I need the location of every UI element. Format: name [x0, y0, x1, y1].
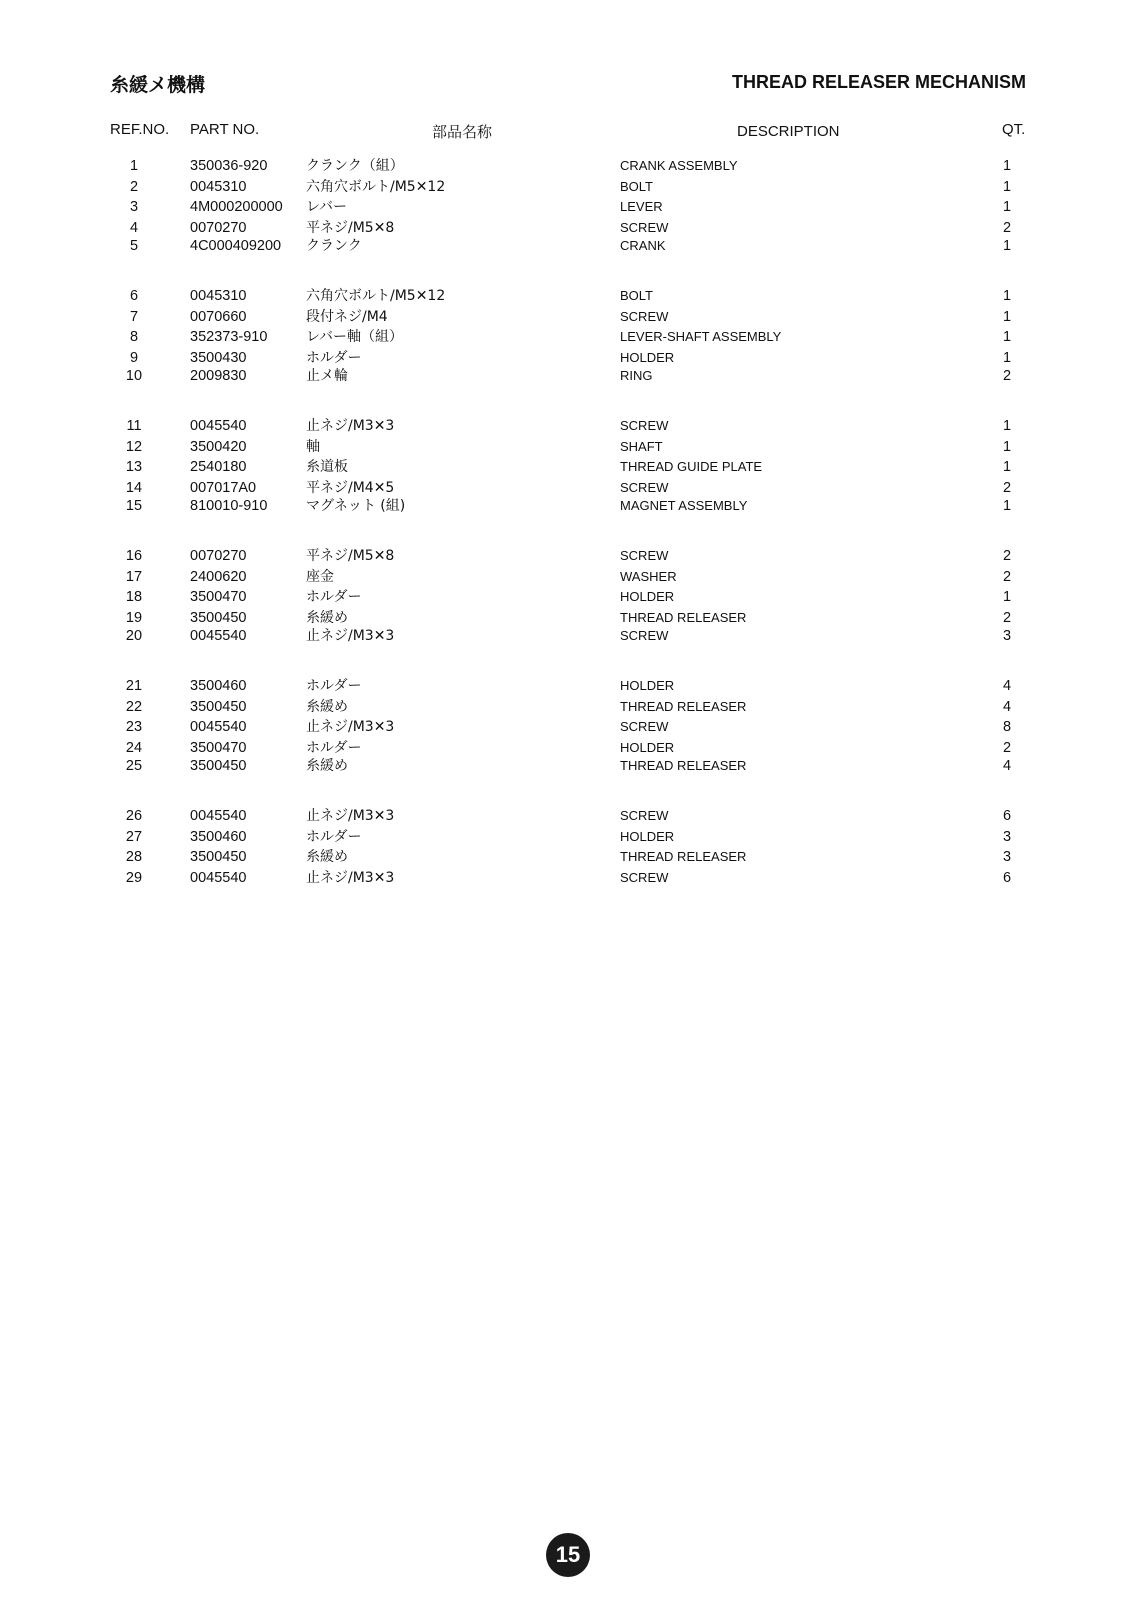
ref-number: 7	[129, 309, 139, 325]
ref-number: 21	[125, 678, 143, 694]
quantity: 2	[1002, 548, 1012, 564]
page-number-badge: 15	[546, 1533, 590, 1577]
part-number: 0045310	[190, 179, 247, 195]
part-number: 0045540	[190, 719, 247, 735]
ref-number: 13	[125, 459, 143, 475]
quantity: 1	[1002, 459, 1012, 475]
part-description: SCREW	[620, 480, 669, 495]
part-description: HOLDER	[620, 350, 675, 365]
part-number: 0045310	[190, 288, 247, 304]
ref-number: 3	[129, 199, 139, 215]
part-number: 350036-920	[190, 158, 268, 174]
part-number: 0045540	[190, 418, 247, 434]
table-row	[0, 717, 1131, 737]
part-number: 3500470	[190, 740, 247, 756]
part-number: 2009830	[190, 368, 247, 384]
part-number: 2400620	[190, 569, 247, 585]
ref-number: 27	[125, 829, 143, 845]
table-row	[0, 197, 1131, 217]
ref-number: 11	[126, 418, 142, 434]
table-row	[0, 546, 1131, 566]
part-description: CRANK ASSEMBLY	[620, 158, 738, 173]
part-name-jp: 六角穴ボルト/M5✕12	[306, 288, 446, 304]
table-row	[0, 236, 1131, 256]
table-row	[0, 868, 1131, 888]
ref-number: 29	[125, 870, 143, 886]
part-number: 0045540	[190, 628, 247, 644]
part-name-jp: 六角穴ボルト/M5✕12	[306, 179, 446, 195]
quantity: 4	[1002, 678, 1012, 694]
ref-number: 15	[125, 498, 143, 514]
part-description: SCREW	[620, 548, 669, 563]
part-number: 3500450	[190, 758, 247, 774]
ref-number: 5	[129, 238, 139, 254]
part-description: RING	[620, 368, 653, 383]
table-row	[0, 348, 1131, 368]
part-name-jp: クランク（組）	[306, 158, 404, 174]
part-number: 0070270	[190, 548, 247, 564]
quantity: 1	[1002, 329, 1012, 345]
quantity: 1	[1002, 350, 1012, 366]
table-row	[0, 437, 1131, 457]
quantity: 6	[1002, 870, 1012, 886]
part-name-jp: 止ネジ/M3✕3	[306, 808, 395, 824]
table-row	[0, 756, 1131, 776]
ref-number: 26	[125, 808, 143, 824]
part-name-jp: 糸緩め	[306, 610, 348, 626]
part-name-jp: 糸緩め	[306, 849, 348, 865]
part-number: 0070270	[190, 220, 247, 236]
part-name-jp: 止ネジ/M3✕3	[306, 628, 395, 644]
part-name-jp: 止ネジ/M3✕3	[306, 418, 395, 434]
part-description: BOLT	[620, 288, 653, 303]
part-name-jp: ホルダー	[306, 589, 362, 605]
ref-number: 17	[125, 569, 143, 585]
part-name-jp: マグネット (組)	[306, 498, 406, 514]
part-description: HOLDER	[620, 678, 675, 693]
ref-number: 14	[125, 480, 143, 496]
page-title-en: THREAD RELEASER MECHANISM	[731, 72, 1026, 92]
table-row	[0, 327, 1131, 347]
ref-number: 6	[129, 288, 139, 304]
ref-number: 24	[125, 740, 143, 756]
part-description: HOLDER	[620, 589, 675, 604]
table-row	[0, 587, 1131, 607]
quantity: 1	[1002, 418, 1012, 434]
part-name-jp: ホルダー	[306, 740, 362, 756]
column-header-ref: REF.NO.	[110, 121, 170, 138]
table-row	[0, 177, 1131, 197]
quantity: 1	[1002, 439, 1012, 455]
part-name-jp: 止ネジ/M3✕3	[306, 870, 395, 886]
quantity: 2	[1002, 569, 1012, 585]
part-number: 0045540	[190, 808, 247, 824]
column-header-qty: QT.	[1002, 121, 1026, 138]
ref-number: 2	[129, 179, 139, 195]
part-number: 007017A0	[190, 480, 257, 496]
part-description: THREAD RELEASER	[620, 758, 747, 773]
part-name-jp: 止メ輪	[306, 368, 348, 384]
ref-number: 10	[125, 368, 143, 384]
part-name-jp: ホルダー	[306, 350, 362, 366]
part-name-jp: 糸緩め	[306, 758, 348, 774]
quantity: 2	[1002, 610, 1012, 626]
quantity: 4	[1002, 758, 1012, 774]
page-title-jp: 糸緩メ機構	[110, 74, 206, 96]
quantity: 8	[1002, 719, 1012, 735]
ref-number: 12	[125, 439, 143, 455]
ref-number: 18	[125, 589, 143, 605]
quantity: 2	[1002, 740, 1012, 756]
quantity: 1	[1002, 179, 1012, 195]
quantity: 3	[1002, 829, 1012, 845]
table-row	[0, 286, 1131, 306]
part-name-jp: ホルダー	[306, 829, 362, 845]
table-row	[0, 738, 1131, 758]
part-name-jp: 平ネジ/M5✕8	[306, 220, 395, 236]
part-description: MAGNET ASSEMBLY	[620, 498, 748, 513]
table-row	[0, 626, 1131, 646]
part-name-jp: 糸道板	[306, 459, 348, 475]
part-description: SCREW	[620, 808, 669, 823]
part-description: HOLDER	[620, 740, 675, 755]
quantity: 1	[1002, 589, 1012, 605]
part-description: SCREW	[620, 628, 669, 643]
part-description: LEVER	[620, 199, 663, 214]
quantity: 3	[1002, 628, 1012, 644]
quantity: 2	[1002, 220, 1012, 236]
column-header-name-jp: 部品名称	[432, 123, 493, 141]
part-description: LEVER-SHAFT ASSEMBLY	[620, 329, 782, 344]
part-description: SCREW	[620, 309, 669, 324]
part-name-jp: レバー軸（組）	[306, 329, 404, 345]
part-description: HOLDER	[620, 829, 675, 844]
part-name-jp: 軸	[306, 439, 320, 455]
ref-number: 20	[125, 628, 143, 644]
part-name-jp: 座金	[306, 569, 334, 585]
part-description: BOLT	[620, 179, 653, 194]
part-description: CRANK	[620, 238, 666, 253]
part-description: THREAD RELEASER	[620, 610, 747, 625]
part-description: THREAD RELEASER	[620, 849, 747, 864]
quantity: 1	[1002, 158, 1012, 174]
part-name-jp: 糸緩め	[306, 699, 348, 715]
part-description: SCREW	[620, 418, 669, 433]
part-number: 352373-910	[190, 329, 268, 345]
table-row	[0, 218, 1131, 238]
part-name-jp: クランク	[306, 238, 362, 254]
ref-number: 1	[129, 158, 139, 174]
part-number: 0070660	[190, 309, 247, 325]
quantity: 1	[1002, 498, 1012, 514]
table-row	[0, 697, 1131, 717]
ref-number: 22	[125, 699, 143, 715]
ref-number: 16	[125, 548, 143, 564]
part-description: SHAFT	[620, 439, 663, 454]
part-number: 810010-910	[190, 498, 268, 514]
table-row	[0, 827, 1131, 847]
part-name-jp: 平ネジ/M4✕5	[306, 480, 395, 496]
part-description: SCREW	[620, 220, 669, 235]
table-row	[0, 806, 1131, 826]
quantity: 2	[1002, 480, 1012, 496]
quantity: 1	[1002, 288, 1012, 304]
part-number: 4M000200000	[190, 199, 283, 215]
table-row	[0, 457, 1131, 477]
part-number: 3500470	[190, 589, 247, 605]
part-name-jp: ホルダー	[306, 678, 362, 694]
part-description: WASHER	[620, 569, 677, 584]
part-number: 4C000409200	[190, 238, 282, 254]
ref-number: 25	[125, 758, 143, 774]
ref-number: 23	[125, 719, 143, 735]
column-header-description: DESCRIPTION	[737, 123, 840, 140]
quantity: 1	[1002, 238, 1012, 254]
table-row	[0, 496, 1131, 516]
part-description: THREAD RELEASER	[620, 699, 747, 714]
table-row	[0, 676, 1131, 696]
part-name-jp: 止ネジ/M3✕3	[306, 719, 395, 735]
part-description: SCREW	[620, 719, 669, 734]
part-number: 3500430	[190, 350, 247, 366]
ref-number: 8	[129, 329, 139, 345]
ref-number: 19	[125, 610, 143, 626]
part-number: 0045540	[190, 870, 247, 886]
part-description: THREAD GUIDE PLATE	[620, 459, 763, 474]
part-number: 3500450	[190, 610, 247, 626]
table-row	[0, 366, 1131, 386]
quantity: 3	[1002, 849, 1012, 865]
part-name-jp: 平ネジ/M5✕8	[306, 548, 395, 564]
table-row	[0, 416, 1131, 436]
table-row	[0, 156, 1131, 176]
part-number: 3500460	[190, 829, 247, 845]
part-number: 3500460	[190, 678, 247, 694]
quantity: 2	[1002, 368, 1012, 384]
table-row	[0, 478, 1131, 498]
column-header-part: PART NO.	[190, 121, 260, 138]
part-description: SCREW	[620, 870, 669, 885]
part-number: 2540180	[190, 459, 247, 475]
part-number: 3500420	[190, 439, 247, 455]
part-name-jp: 段付ネジ/M4	[306, 309, 388, 325]
ref-number: 28	[125, 849, 143, 865]
part-number: 3500450	[190, 849, 247, 865]
table-row	[0, 847, 1131, 867]
quantity: 6	[1002, 808, 1012, 824]
table-row	[0, 567, 1131, 587]
quantity: 4	[1002, 699, 1012, 715]
quantity: 1	[1002, 309, 1012, 325]
part-number: 3500450	[190, 699, 247, 715]
table-row	[0, 307, 1131, 327]
table-row	[0, 608, 1131, 628]
part-name-jp: レバー	[306, 199, 348, 215]
quantity: 1	[1002, 199, 1012, 215]
ref-number: 4	[129, 220, 139, 236]
ref-number: 9	[129, 350, 139, 366]
